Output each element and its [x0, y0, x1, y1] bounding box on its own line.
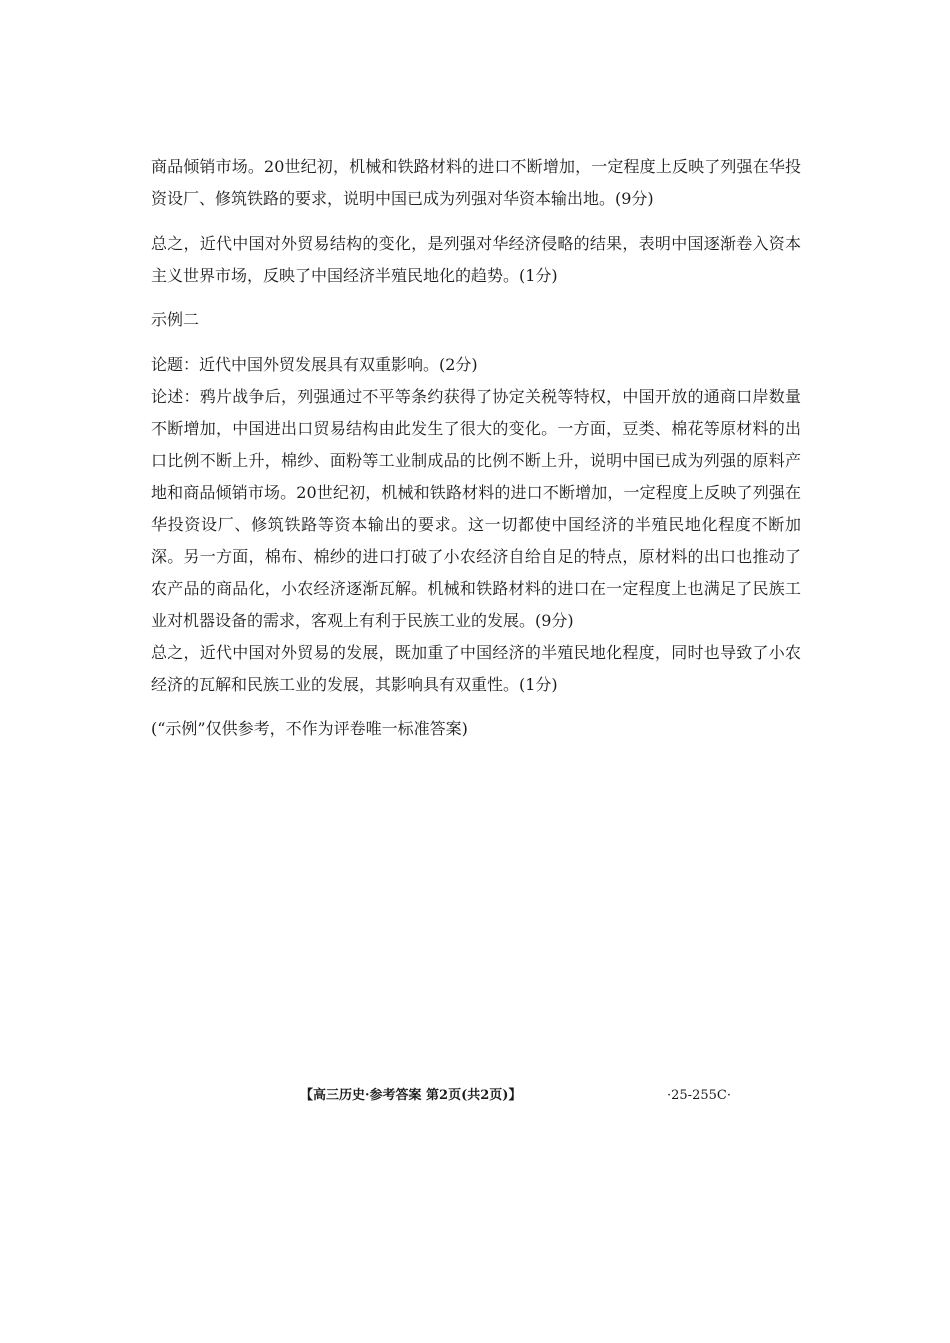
argument-line7: 农产品的商品化，小农经济逐渐瓦解。机械和铁路材料的进口在一定程度上也满足了民族工	[151, 579, 801, 598]
para1-line2: 资设厂、修筑铁路的要求，说明中国已成为列强对华资本输出地。(9分)	[151, 189, 654, 208]
argument-line4: 地和商品倾销市场。20世纪初，机械和铁路材料的进口不断增加，一定程度上反映了列强在	[151, 483, 801, 502]
reference-note: (“示例”仅供参考，不作为评卷唯一标准答案)	[151, 719, 468, 738]
footer-exam-code: ·25-255C·	[667, 1088, 731, 1103]
argument-line6: 深。另一方面，棉布、棉纱的进口打破了小农经济自给自足的特点，原材料的出口也推动了	[151, 547, 801, 566]
footer-page-title: 【高三历史·参考答案 第2页(共2页)】	[300, 1088, 522, 1103]
conclusion-line2: 经济的瓦解和民族工业的发展，其影响具有双重性。(1分)	[151, 675, 558, 694]
argument-line8: 业对机器设备的需求，客观上有利于民族工业的发展。(9分)	[151, 611, 574, 630]
para2-line2: 主义世界市场，反映了中国经济半殖民地化的趋势。(1分)	[151, 266, 558, 285]
conclusion-line1: 总之，近代中国对外贸易的发展，既加重了中国经济的半殖民地化程度，同时也导致了小农	[151, 643, 801, 662]
para1-line1: 商品倾销市场。20世纪初，机械和铁路材料的进口不断增加，一定程度上反映了列强在华投	[151, 157, 801, 176]
argument-line2: 不断增加，中国进出口贸易结构由此发生了很大的变化。一方面，豆类、棉花等原材料的出	[151, 419, 801, 438]
argument-line1: 论述：鸦片战争后，列强通过不平等条约获得了协定关税等特权，中国开放的通商口岸数量	[151, 387, 801, 406]
thesis-line: 论题：近代中国外贸发展具有双重影响。(2分)	[151, 355, 478, 374]
para2-line1: 总之，近代中国对外贸易结构的变化，是列强对华经济侵略的结果，表明中国逐渐卷入资本	[151, 234, 801, 253]
argument-line5: 华投资设厂、修筑铁路等资本输出的要求。这一切都使中国经济的半殖民地化程度不断加	[151, 515, 801, 534]
argument-line3: 口比例不断上升，棉纱、面粉等工业制成品的比例不断上升，说明中国已成为列强的原料产	[151, 451, 801, 470]
example2-heading: 示例二	[151, 310, 200, 329]
